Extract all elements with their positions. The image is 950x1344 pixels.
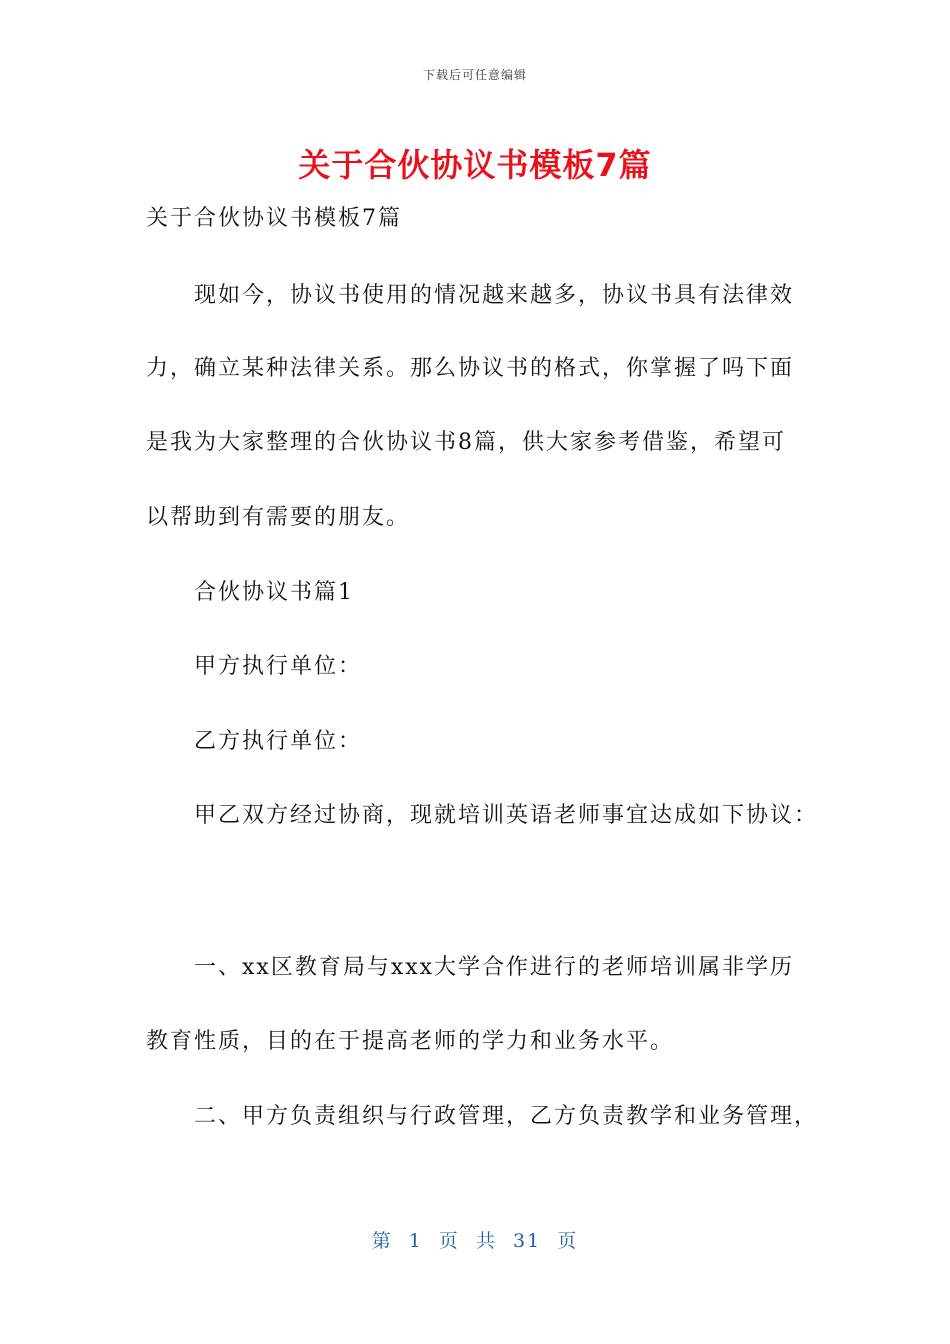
page-mid1: 页 [438, 1230, 460, 1252]
page-number-footer [0, 1226, 950, 1253]
document-subtitle: 关于合伙协议书模板7篇 [146, 206, 402, 231]
party-a-label: 甲方执行单位： [194, 654, 363, 679]
page-prefix: 第 [371, 1230, 393, 1252]
intro-line-3: 是我为大家整理的合伙协议书8篇，供大家参考借鉴，希望可 [146, 430, 786, 455]
page-mid2: 共 [475, 1230, 497, 1252]
agreement-intro: 甲乙双方经过协商，现就培训英语老师事宜达成如下协议： [194, 803, 819, 828]
document-title: 关于合伙协议书模板7篇 [298, 146, 652, 184]
header-note: 下载后可任意编辑 [422, 68, 527, 82]
intro-line-1: 现如今，协议书使用的情况越来越多，协议书具有法律效 [194, 283, 795, 308]
section-title: 合伙协议书篇1 [194, 580, 354, 605]
intro-line-4: 以帮助到有需要的朋友。 [146, 505, 411, 530]
page-suffix: 页 [557, 1230, 579, 1252]
clause-2-line-1: 二、甲方负责组织与行政管理，乙方负责教学和业务管理， [194, 1104, 819, 1129]
clause-1-line-1: 一、xx区教育局与xxx大学合作进行的老师培训属非学历 [194, 955, 795, 980]
party-b-label: 乙方执行单位： [194, 729, 363, 754]
clause-1-line-2: 教育性质，目的在于提高老师的学力和业务水平。 [146, 1029, 675, 1054]
intro-line-2: 力，确立某种法律关系。那么协议书的格式，你掌握了吗下面 [146, 356, 795, 381]
page-current: 1 [408, 1230, 423, 1252]
page-total: 31 [513, 1230, 542, 1252]
